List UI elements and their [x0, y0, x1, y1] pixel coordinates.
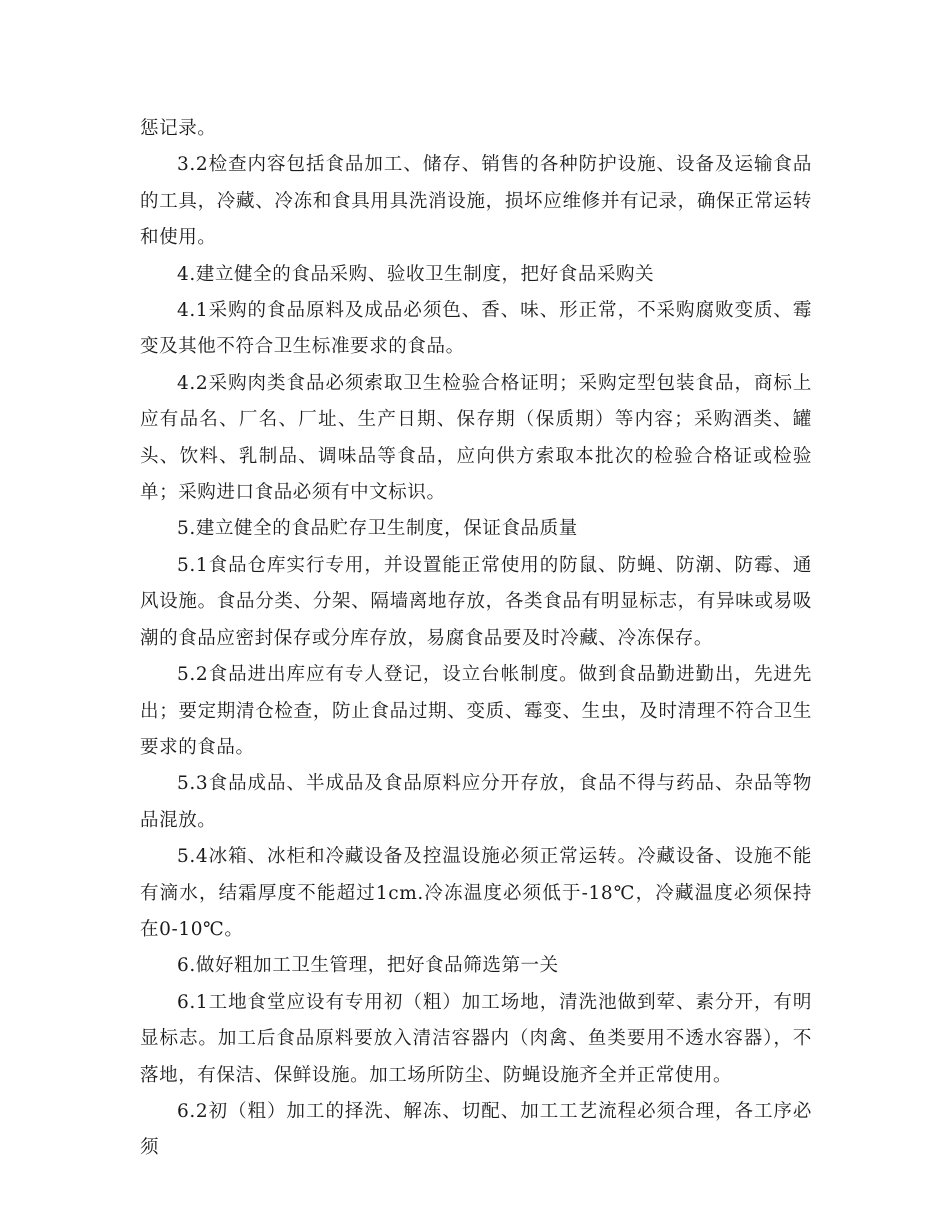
paragraph-continuation: 惩记录。	[140, 118, 217, 139]
document-page	[140, 111, 812, 1167]
heading-4: 4.建立健全的食品采购、验收卫生制度，把好食品采购关	[177, 263, 655, 285]
paragraph-5-1: 5.1食品仓库实行专用，并设置能正常使用的防鼠、防蝇、防潮、防霉、通风设施。食品分类、分架、隔墙离地存放，各类食品有明显标志，有异味或易吸潮的食品应密封保存或分库存放，易腐食品要及时冷藏、冷冻保存。	[140, 554, 812, 649]
paragraph-5-2: 5.2食品进出库应有专人登记，设立台帐制度。做到食品勤进勤出，先进先出；要定期清仓检查，防止食品过期、变质、霉变、生虫，及时清理不符合卫生要求的食品。	[140, 664, 812, 758]
paragraph-6-2: 6.2初（粗）加工的择洗、解冻、切配、加工工艺流程必须合理，各工序必须	[140, 1100, 812, 1159]
paragraph-4-2: 4.2采购肉类食品必须索取卫生检验合格证明；采购定型包装食品，商标上应有品名、厂名、厂址、生产日期、保存期（保质期）等内容；采购酒类、罐头、饮料、乳制品、调味品等食品，应向供方索取本批次的检验合格证或检验单；采购进口食品必须有中文标识。	[140, 372, 812, 504]
paragraph-5-4: 5.4冰箱、冰柜和冷藏设备及控温设施必须正常运转。冷藏设备、设施不能有滴水，结霜厚度不能超过1cm.冷冻温度必须低于-18℃，冷藏温度必须保持在0-10℃。	[140, 846, 812, 940]
paragraph-4-1: 4.1采购的食品原料及成品必须色、香、味、形正常，不采购腐败变质、霉变及其他不符合卫生标准要求的食品。	[140, 300, 812, 358]
heading-6: 6.做好粗加工卫生管理，把好食品筛选第一关	[177, 955, 559, 977]
heading-5: 5.建立健全的食品贮存卫生制度，保证食品质量	[177, 518, 578, 540]
paragraph-3-2: 3.2检查内容包括食品加工、储存、销售的各种防护设施、设备及运输食品的工具，冷藏、冷冻和食具用具洗消设施，损坏应维修并有记录，确保正常运转和使用。	[140, 154, 812, 249]
paragraph-5-3: 5.3食品成品、半成品及食品原料应分开存放，食品不得与药品、杂品等物品混放。	[140, 773, 812, 831]
paragraph-6-1: 6.1工地食堂应设有专用初（粗）加工场地，清洗池做到荤、素分开，有明显标志。加工后食品原料要放入清洁容器内（肉禽、鱼类要用不透水容器），不落地，有保洁、保鲜设施。加工场所防尘、防蝇设施齐全并正常使用。	[140, 991, 812, 1086]
